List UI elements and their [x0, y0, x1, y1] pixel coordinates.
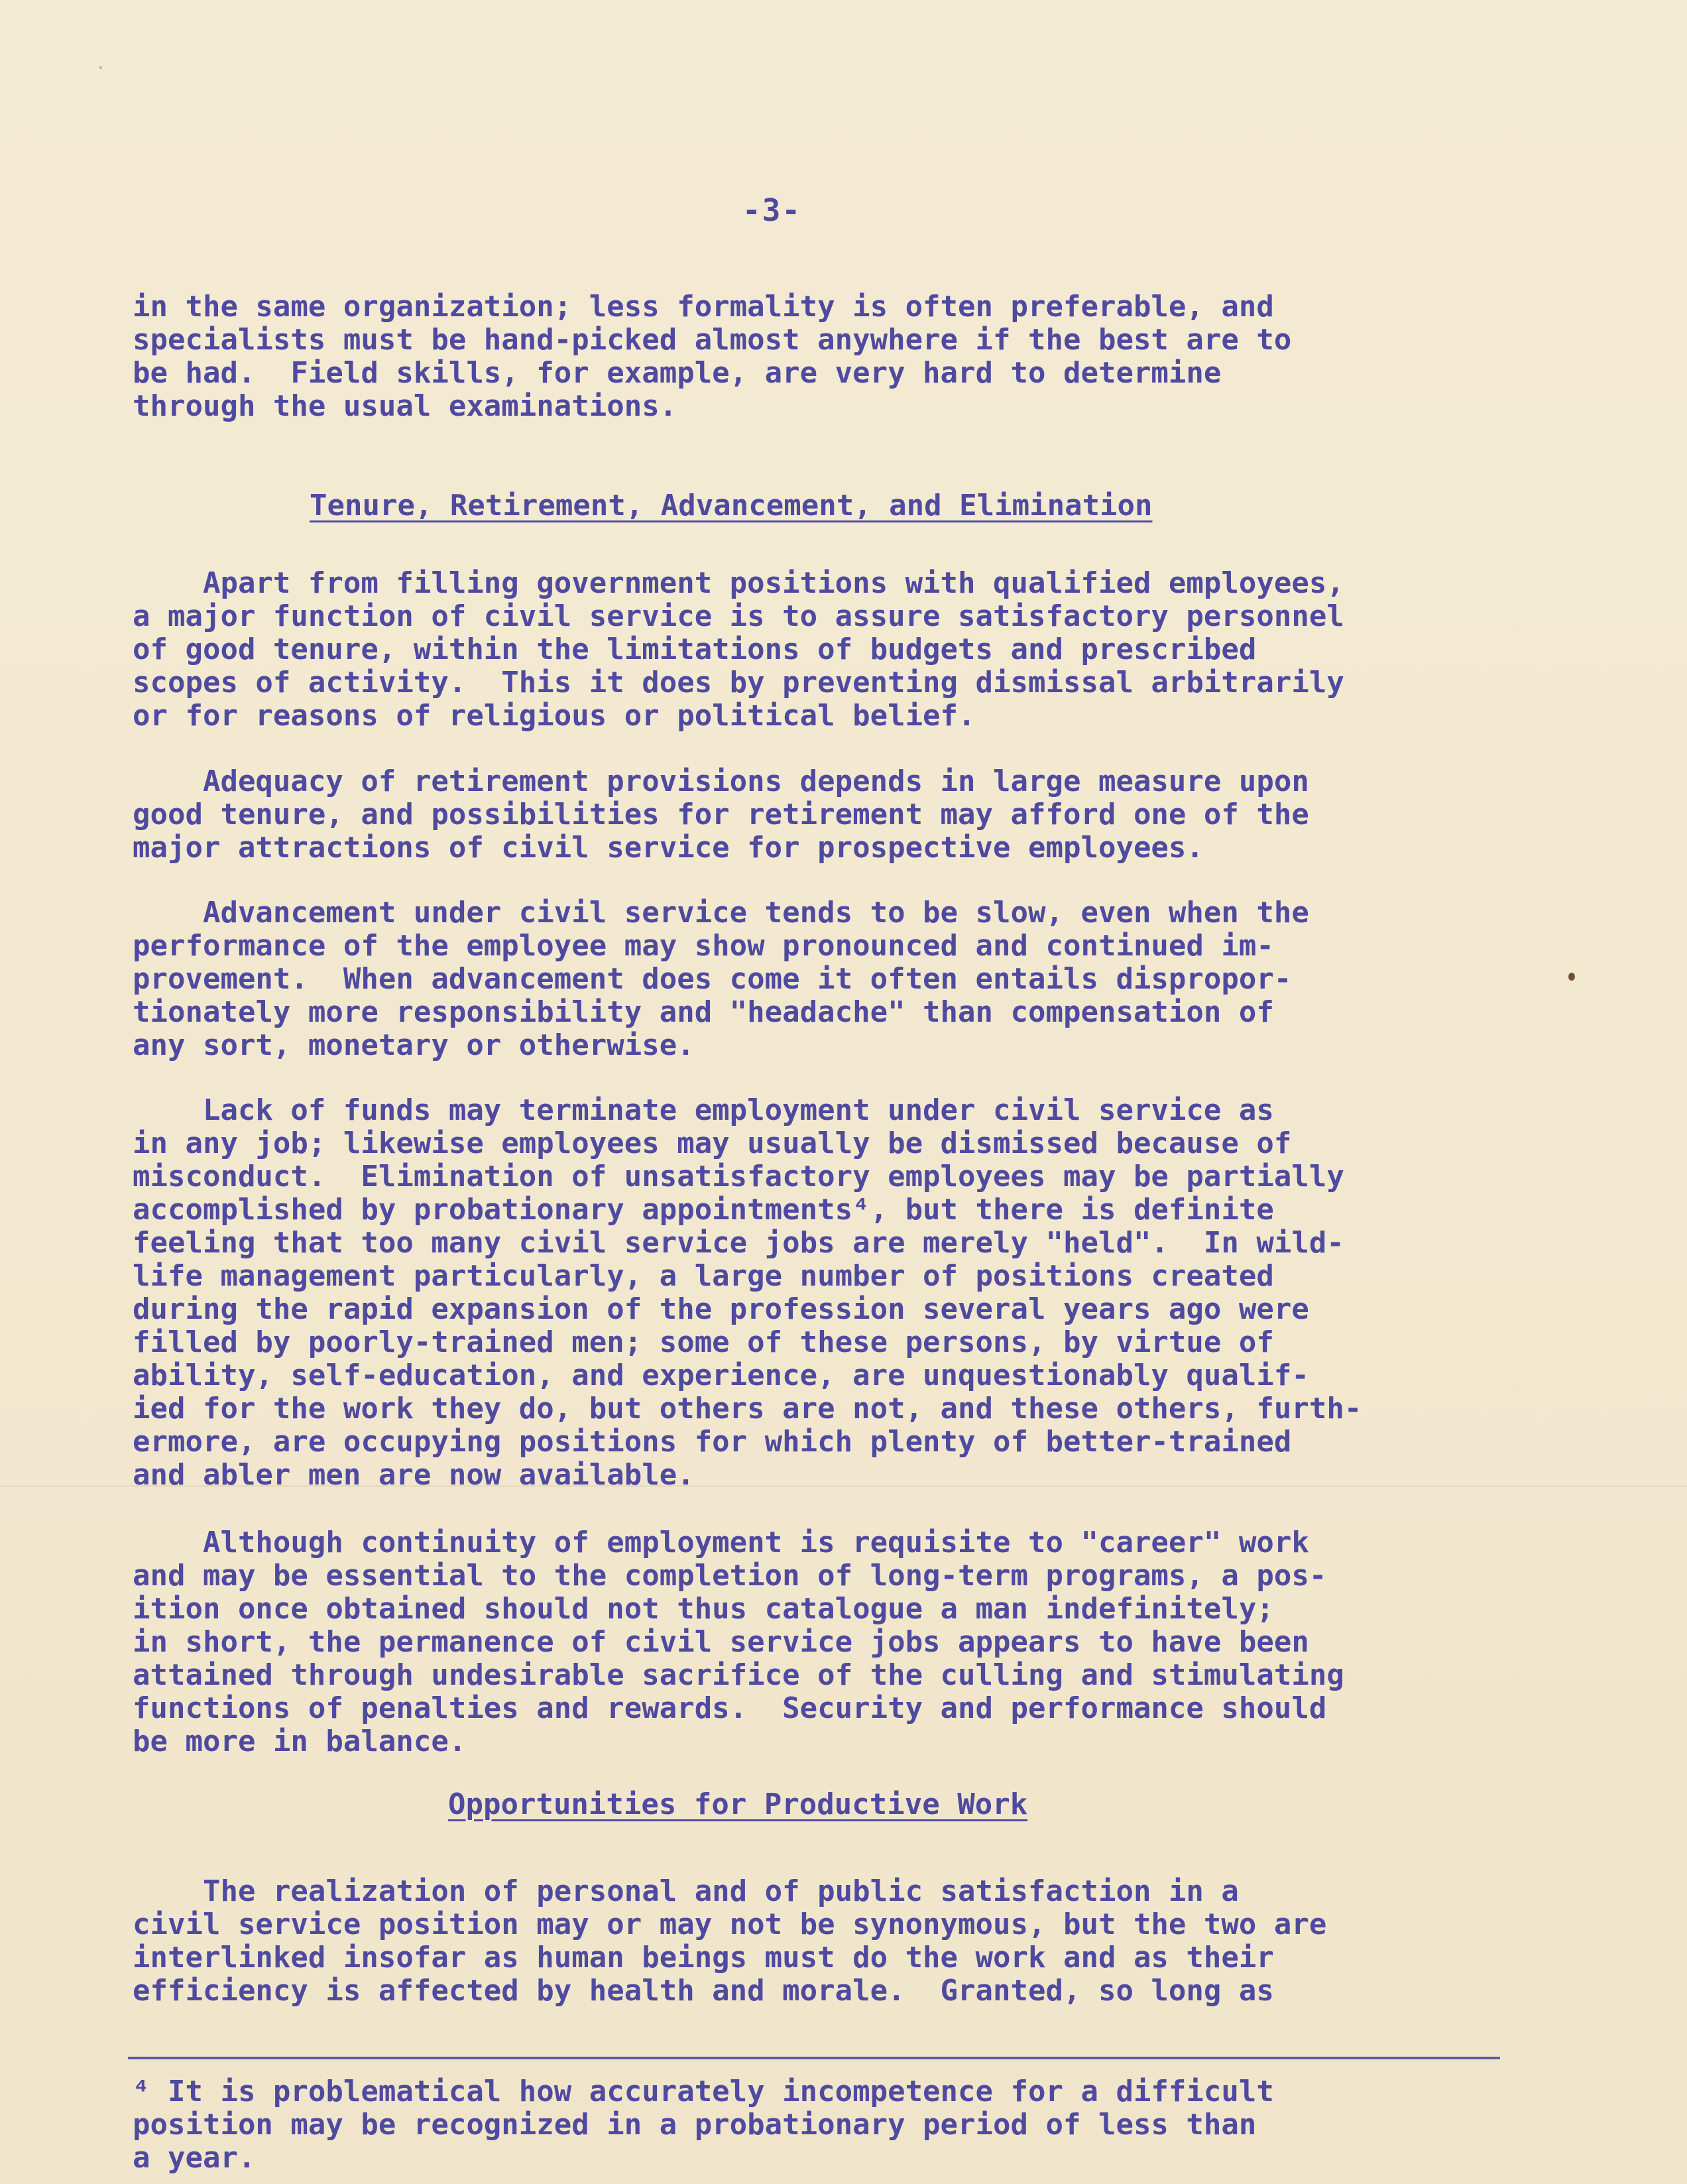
paragraph-continuity: Although continuity of employment is requisite to "career" work and may be essential to the completion of long-term programs, a pos- ition once obtained should not thus catalogue a man indefinitely; in short, the permanence of civil service jobs appears to have been attained through undesirable sacrifice of the culling and stimulating functions of penalties and rewards. Security and performance should be more in balance. [133, 1526, 1344, 1758]
section-heading-tenure: Tenure, Retirement, Advancement, and Elimination [310, 489, 1153, 522]
paper-speck [99, 66, 102, 69]
footnote-divider [128, 2057, 1500, 2059]
paragraph-tenure: Apart from filling government positions with qualified employees, a major function of civil service is to assure satisfactory personnel of good tenure, within the limitations of budgets and prescribed scopes of activity. This it does by preventing dismissal arbitrarily or for reasons of religious or political belief. [133, 566, 1344, 733]
page-number: -3- [742, 192, 802, 228]
paragraph-elimination: Lack of funds may terminate employment under civil service as in any job; likewise employees may usually be dismissed because of misconduct. Elimination of unsatisfactory employees may be partially accomplished by probationary appointments⁴, but there is definite feeling that too many civil service jobs are merely "held". In wild- life management particularly, a large number of positions created during the rapid expansion of the profession several years ago were filled by poorly-trained men; some of these persons, by virtue of ability, self-education, and experience, are unquestionably qualif- ied for the work they do, but others are not, and these others, furth- ermore, are occupying positions for which plenty of better-trained and abler men are now available. [133, 1093, 1362, 1492]
paragraph-productive-work: The realization of personal and of public satisfaction in a civil service position may or may not be synonymous, but the two are interlinked insofar as human beings must do the work and as their efficiency is affected by health and morale. Granted, so long as [133, 1874, 1327, 2008]
paragraph-advancement: Advancement under civil service tends to be slow, even when the performance of the employee may show pronounced and continued im- provement. When advancement does come it often entails dispropor- tionately more responsibility and "headache" than compensation of any sort, monetary or otherwise. [133, 896, 1309, 1062]
paragraph-retirement: Adequacy of retirement provisions depends in large measure upon good tenure, and possibilities for retirement may afford one of the major attractions of civil service for prospective employees. [133, 764, 1309, 865]
paper-speck [1568, 973, 1575, 981]
section-heading-productive-work: Opportunities for Productive Work [448, 1788, 1028, 1821]
footnote: ⁴ It is problematical how accurately incompetence for a difficult position may be recognized in a probationary period of less than a year. [133, 2075, 1274, 2175]
continuation-paragraph: in the same organization; less formality is often preferable, and specialists must be hand-picked almost anywhere if the best are to be had. Field skills, for example, are very hard to determine through the usual examinations. [133, 290, 1292, 423]
